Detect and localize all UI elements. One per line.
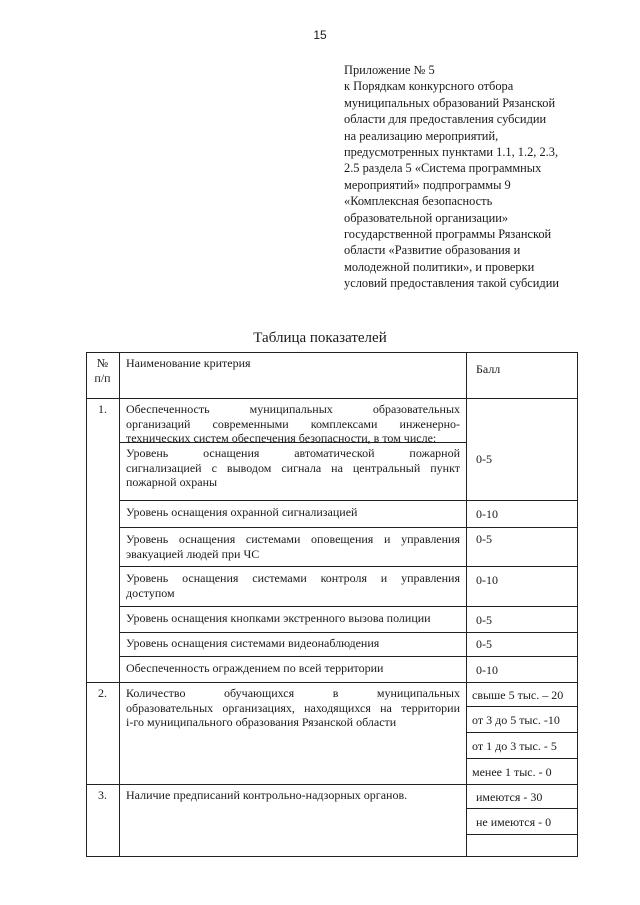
score-value: 0-5 <box>476 637 492 651</box>
text-line: Количество обучающихся в муниципальных <box>126 686 460 700</box>
text-line: i-го муниципального образования Рязанской области <box>126 715 397 729</box>
appendix-line: Приложение № 5 <box>344 63 435 77</box>
text-line: Обеспеченность ограждением по всей территории <box>126 661 384 675</box>
text-line: образовательных организациях, находящихся на территории <box>126 700 460 715</box>
header-criterion: Наименование критерия <box>126 356 251 370</box>
row-num: 2. <box>98 686 107 700</box>
score-value: 0-5 <box>476 452 492 466</box>
appendix-line: к Порядкам конкурсного отбора <box>344 79 514 94</box>
text-line: Уровень оснащения системами контроля и управления <box>126 571 460 585</box>
row-num: 3. <box>98 788 107 802</box>
indicators-table <box>86 352 578 857</box>
text-line: сигнализацией с выводом сигнала на центральный пункт <box>126 460 460 475</box>
criterion-item <box>126 571 460 600</box>
appendix-line: мероприятий» подпрограммы 9 <box>344 177 511 192</box>
appendix-line: условий предоставления такой субсидии <box>344 276 559 291</box>
text-line: доступом <box>126 585 175 600</box>
page-number: 15 <box>313 28 327 42</box>
header-score: Балл <box>476 362 501 376</box>
score-value: от 1 до 3 тыс. - 5 <box>472 739 557 753</box>
score-value: 0-10 <box>476 507 498 521</box>
header-num <box>86 356 119 385</box>
appendix-line: муниципальных образований Рязанской <box>344 95 556 110</box>
header-num-line: № <box>96 356 109 370</box>
text-line: Уровень оснащения системами оповещения и управления <box>126 532 460 546</box>
text-line: Уровень оснащения кнопками экстренного вызова полиции <box>126 611 431 625</box>
text-line: эвакуацией людей при ЧС <box>126 546 260 561</box>
text-line: пожарной охраны <box>126 475 218 489</box>
criterion-item <box>126 446 460 490</box>
score-value: от 3 до 5 тыс. -10 <box>472 713 560 727</box>
text-line: Обеспеченность муниципальных образовательных <box>126 402 460 416</box>
score-value: 0-10 <box>476 663 498 677</box>
text-line: Уровень оснащения автоматической пожарной <box>126 446 460 460</box>
criterion-item <box>126 532 460 561</box>
criterion-item <box>126 686 460 730</box>
group-title <box>126 402 460 446</box>
score-value: 0-5 <box>476 613 492 627</box>
appendix-line: области «Развитие образования и <box>344 243 521 258</box>
table-title: Таблица показателей <box>253 330 387 346</box>
score-value: менее 1 тыс. - 0 <box>472 765 552 779</box>
score-value: не имеются - 0 <box>476 815 552 829</box>
criterion-item <box>126 661 460 676</box>
text-line: организаций современными комплексами инженерно- <box>126 416 460 431</box>
appendix-line: государственной программы Рязанской <box>344 227 552 242</box>
appendix-line: образовательной организации» <box>344 210 509 225</box>
text-line: Уровень оснащения системами видеонаблюдения <box>126 636 380 650</box>
appendix-line: на реализацию мероприятий, <box>344 128 499 143</box>
appendix-line: предусмотренных пунктами 1.1, 1.2, 2.3, <box>344 145 559 160</box>
score-value: 0-10 <box>476 573 498 587</box>
criterion-item <box>126 788 460 803</box>
appendix-line: 2.5 раздела 5 «Система программных <box>344 161 542 176</box>
header-num-line: п/п <box>94 370 111 385</box>
appendix-note <box>344 62 606 292</box>
text-line: Уровень оснащения охранной сигнализацией <box>126 505 358 519</box>
criterion-item <box>126 636 460 651</box>
appendix-line: молодежной политики», и проверки <box>344 259 535 274</box>
row-num: 1. <box>98 402 107 416</box>
appendix-line: «Комплексная безопасность <box>344 194 493 209</box>
criterion-item <box>126 505 460 520</box>
score-value: 0-5 <box>476 532 492 546</box>
criterion-item <box>126 611 460 626</box>
text-line: Наличие предписаний контрольно-надзорных органов. <box>126 788 408 802</box>
score-value: имеются - 30 <box>476 790 543 804</box>
score-value: свыше 5 тыс. – 20 <box>472 688 564 702</box>
text-line: технических систем обеспечения безопасности, в том числе: <box>126 431 437 445</box>
appendix-line: области для предоставления субсидии <box>344 112 547 127</box>
